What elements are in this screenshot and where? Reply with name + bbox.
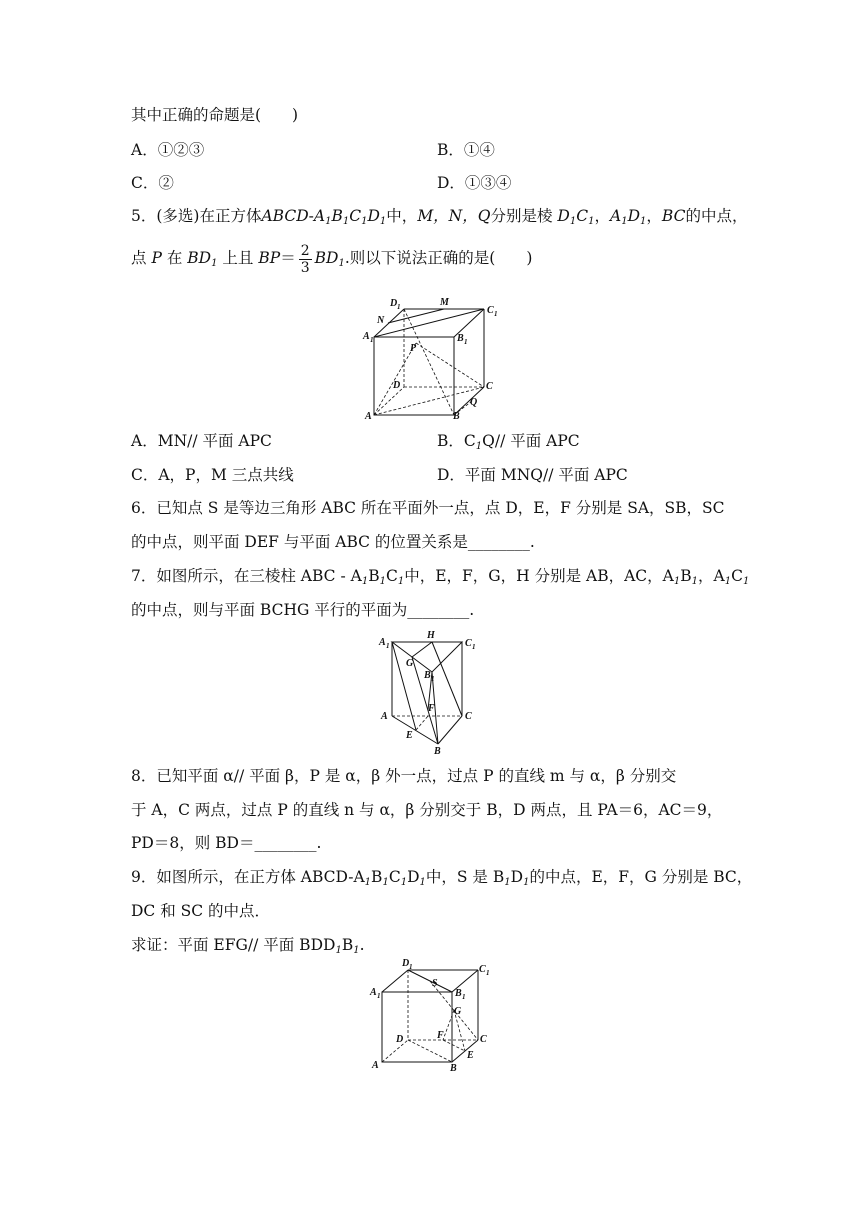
label-C: C	[480, 1034, 487, 1045]
q6-line-1: 6．已知点 S 是等边三角形 ABC 所在平面外一点，点 D，E，F 分别是 SA，SB，SC	[131, 499, 725, 517]
label-A: A	[372, 1060, 379, 1071]
label-D1: D	[402, 958, 410, 969]
svg-text:1: 1	[431, 675, 435, 683]
label-M: M	[440, 297, 449, 308]
prism-figure-q7	[376, 628, 486, 756]
label-D: D	[393, 380, 401, 391]
svg-text:1: 1	[397, 303, 401, 311]
q4-option-c: C．②	[131, 174, 174, 192]
cube-figure-q5	[360, 293, 510, 423]
svg-text:1: 1	[409, 963, 413, 971]
label-D: D	[396, 1034, 404, 1045]
label-G: G	[454, 1006, 462, 1017]
label-A: A	[381, 711, 388, 722]
q5-line-1: 5．(多选)在正方体ABCD-$A_1B_1C_1D_1$中，M，N，Q分别是棱 $D_1C_1$，$A_1D_1$，BC的中点，	[131, 207, 748, 227]
label-A1: A	[379, 637, 386, 648]
svg-text:1: 1	[370, 336, 374, 344]
label-N: N	[377, 315, 385, 326]
label-C1: C	[487, 305, 494, 316]
svg-text:1: 1	[377, 992, 381, 1000]
q7-line-2: 的中点，则与平面 BCHG 平行的平面为________.	[131, 601, 475, 619]
q4-option-a: A．①②③	[131, 141, 205, 159]
q7-line-1: 7．如图所示，在三棱柱 ABC - $A_1B_1C_1$中，E，F，G，H 分别是 AB，AC，$A_1B_1$，$A_1C_1$	[131, 567, 750, 587]
label-C1: C	[465, 638, 472, 649]
svg-text:1: 1	[494, 310, 498, 318]
q8-line-3: PD＝8，则 BD＝________.	[131, 834, 322, 852]
label-B1: B	[424, 670, 431, 681]
svg-text:1: 1	[386, 642, 390, 650]
fraction-two-thirds: $\frac{2}{3}$	[300, 242, 310, 276]
svg-text:1: 1	[486, 969, 490, 977]
q8-line-1: 8．已知平面 α// 平面 β，P 是 α，β 外一点，过点 P 的直线 m 与 α，β 分别交	[131, 767, 677, 785]
cube-figure-q9	[366, 958, 516, 1074]
label-C: C	[486, 381, 493, 392]
q9-line-1: 9．如图所示，在正方体 ABCD-$A_1B_1C_1D_1$中，S 是 $B_1D_1$的中点，E，F，G 分别是 BC，	[131, 868, 753, 888]
label-B: B	[434, 746, 441, 757]
label-E: E	[467, 1050, 474, 1061]
label-C: C	[465, 711, 472, 722]
q5-line-2: 点 P 在 $BD_1$ 上且 BP＝ $\frac{2}{3}$ $BD_1$.则以下说法正确的是( )	[131, 242, 533, 276]
label-B1: B	[457, 333, 464, 344]
q9-line-2: DC 和 SC 的中点．	[131, 902, 271, 920]
q5-option-b: B．$C_1Q//$ 平面 APC	[437, 432, 580, 452]
label-G: G	[406, 658, 414, 669]
q5-option-a: A．MN// 平面 APC	[131, 432, 272, 450]
svg-text:1: 1	[464, 338, 468, 346]
label-D1: D	[390, 298, 398, 309]
label-H: H	[427, 630, 435, 641]
label-E: E	[406, 730, 413, 741]
label-S: S	[432, 978, 438, 989]
q5-option-d: D．平面 MNQ// 平面 APC	[437, 466, 628, 484]
label-C1: C	[479, 964, 486, 975]
label-P: P	[410, 343, 417, 354]
q9-line-3: 求证：平面 EFG// 平面 $BDD_1B_1$.	[131, 936, 365, 956]
label-B1: B	[455, 988, 462, 999]
q4-option-b: B．①④	[437, 141, 495, 159]
label-Q: Q	[470, 397, 478, 408]
label-A1: A	[363, 331, 370, 342]
label-B: B	[450, 1063, 457, 1074]
q6-line-2: 的中点，则平面 DEF 与平面 ABC 的位置关系是________.	[131, 533, 535, 551]
svg-text:1: 1	[462, 993, 466, 1001]
label-F: F	[437, 1030, 444, 1041]
label-A1: A	[370, 987, 377, 998]
label-A: A	[365, 411, 372, 422]
q8-line-2: 于 A，C 两点，过点 P 的直线 n 与 α，β 分别交于 B，D 两点，且 PA＝6，AC＝9，	[131, 801, 723, 819]
label-B: B	[453, 411, 460, 422]
label-F: F	[428, 703, 435, 714]
intro-text: 其中正确的命题是( )	[131, 106, 299, 124]
svg-text:1: 1	[472, 643, 476, 651]
q4-option-d: D．①③④	[437, 174, 512, 192]
q5-option-c: C．A，P，M 三点共线	[131, 466, 294, 484]
